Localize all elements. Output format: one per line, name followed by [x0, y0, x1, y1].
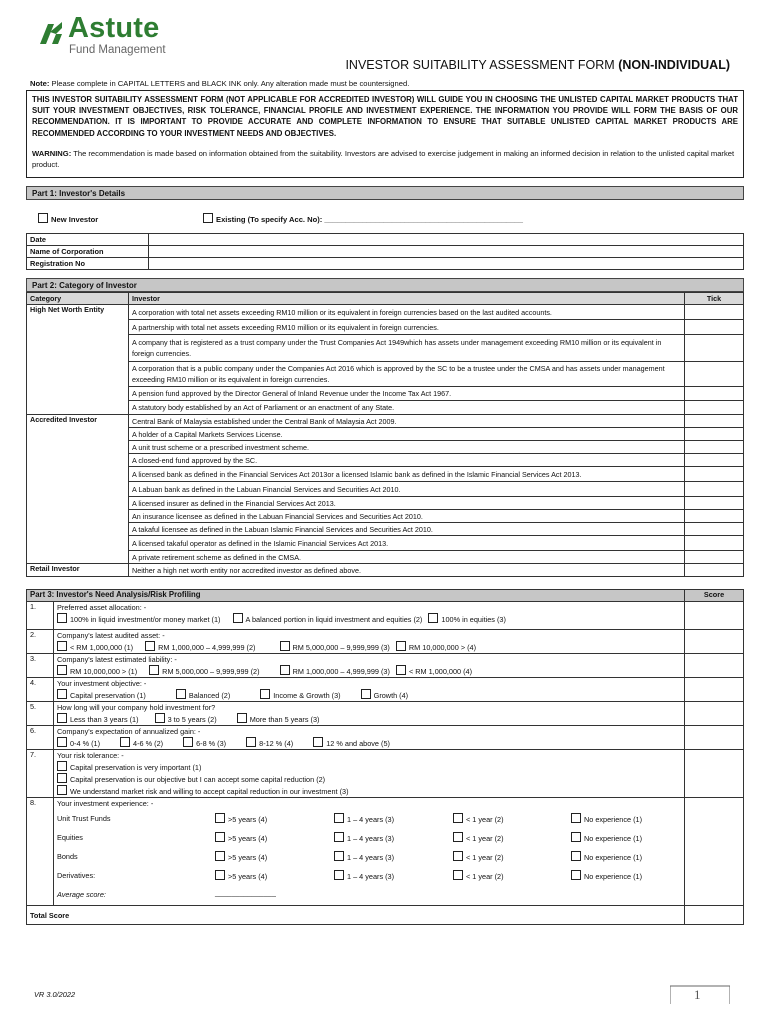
tick-cell[interactable]: [685, 387, 744, 401]
experience-option[interactable]: [215, 851, 267, 863]
question-number: 4.: [27, 678, 54, 702]
option[interactable]: [57, 665, 137, 677]
option[interactable]: [428, 613, 506, 625]
checkbox[interactable]: [334, 832, 344, 842]
checkbox[interactable]: [453, 851, 463, 861]
investor-item: A licensed bank as defined in the Financial Services Act 2013or a licensed Islamic bank as defined in the Islamic Financial Services Act 2013.: [129, 467, 685, 482]
question-text: How long will your company hold investment for?: [57, 703, 216, 712]
experience-option[interactable]: [334, 870, 394, 882]
checkbox[interactable]: [571, 870, 581, 880]
table-row: [27, 335, 744, 362]
option-label: 8-12 % (4): [259, 739, 294, 748]
option-label: No experience (1): [584, 815, 642, 824]
option-label: < 1 year (2): [466, 853, 504, 862]
tick-cell[interactable]: [685, 523, 744, 536]
checkbox[interactable]: [57, 665, 67, 675]
option-label: Capital preservation is our objective but I can accept some capital reduction (2): [70, 775, 326, 784]
tick-cell[interactable]: [685, 497, 744, 510]
option[interactable]: [280, 641, 390, 653]
new-investor-option[interactable]: [38, 213, 98, 224]
title-main: INVESTOR SUITABILITY ASSESSMENT FORM: [345, 58, 615, 72]
option[interactable]: [57, 785, 681, 797]
table-row: [27, 305, 744, 320]
checkbox[interactable]: [334, 851, 344, 861]
col-investor: Investor: [129, 293, 685, 305]
option[interactable]: [260, 689, 340, 701]
investor-item: A licensed insurer as defined in the Financial Services Act 2013.: [129, 497, 685, 510]
tick-cell[interactable]: [685, 305, 744, 320]
version-label: VR 3.0/2022: [34, 990, 76, 999]
checkbox[interactable]: [120, 737, 130, 747]
tick-cell[interactable]: [685, 510, 744, 523]
total-score-label: Total Score: [27, 906, 685, 925]
table-row: [27, 536, 744, 551]
investor-item: A partnership with total net assets exceeding RM10 million or its equivalent in foreign currencies.: [129, 320, 685, 335]
tick-cell[interactable]: [685, 467, 744, 482]
option-label: Capital preservation (1): [70, 691, 146, 700]
option-label: >5 years (4): [228, 853, 268, 862]
question-4: [54, 678, 685, 702]
score-header: Score: [685, 590, 744, 602]
option-label: 1 – 4 years (3): [347, 853, 395, 862]
option[interactable]: [57, 773, 681, 785]
average-score-label: Average score:: [57, 890, 106, 899]
question-text: Your investment experience: -: [57, 799, 154, 808]
experience-option[interactable]: [571, 832, 642, 844]
option-label: >5 years (4): [228, 815, 268, 824]
investor-item: A licensed takaful operator as defined in the Islamic Financial Services Act 2013.: [129, 536, 685, 551]
table-row: [27, 510, 744, 523]
experience-row-label: Bonds: [57, 852, 78, 861]
question-text: Company's latest estimated liability: -: [57, 655, 177, 664]
category-accredited: Accredited Investor: [27, 415, 129, 564]
option-label: 1 – 4 years (3): [347, 815, 395, 824]
checkbox[interactable]: [233, 613, 243, 623]
table-row: [27, 467, 744, 482]
experience-option[interactable]: [215, 813, 267, 825]
option-label: < 1 year (2): [466, 872, 504, 881]
table-row: [27, 441, 744, 454]
checkbox[interactable]: [280, 641, 290, 651]
option-label: We understand market risk and willing to accept capital reduction in our investment (3): [70, 787, 349, 796]
checkbox[interactable]: [313, 737, 323, 747]
tick-cell[interactable]: [685, 441, 744, 454]
option-label: More than 5 years (3): [249, 715, 320, 724]
option[interactable]: [57, 641, 133, 653]
table-row: [27, 246, 744, 258]
option-label: RM 5,000,000 – 9,999,999 (3): [292, 643, 390, 652]
table-row: [27, 497, 744, 510]
warning: [32, 148, 738, 170]
existing-investor-label: Existing (To specify Acc. No): _______________________________________________: [216, 215, 523, 224]
table-row: [27, 401, 744, 415]
intro-text: THIS INVESTOR SUITABILITY ASSESSMENT FORM (NOT APPLICABLE FOR ACCREDITED INVESTOR) WILL GUIDE YOU IN CHOOSING THE UNLISTED CAPITAL MARKET PRODUCTS THAT SUIT YOUR INVESTMENT OBJECTIVES, RISK TOLERANCE, FINANCIAL PROFILE AND INVESTMENT EXPERIENCE. THE INFORMATION YOU PROVIDE WILL FORM THE BASIS OF OUR RECOMMENDATION. IT IS IMPORTANT TO PROVIDE ACCURATE AND COMPLETE INFORMATION TO ENSURE THAT SUITABLE UNLISTED CAPITAL MARKET PRODUCTS ARE RECOMMENDED ACCORDING TO YOUR INVESTMENT NEEDS AND OBJECTIVES.: [32, 95, 738, 138]
experience-option[interactable]: [571, 813, 642, 825]
checkbox[interactable]: [246, 737, 256, 747]
col-tick: Tick: [685, 293, 744, 305]
score-cell[interactable]: [685, 602, 744, 630]
option[interactable]: [155, 713, 217, 725]
investor-item: A holder of a Capital Markets Services License.: [129, 428, 685, 441]
table-row: [27, 454, 744, 467]
investor-item: A statutory body established by an Act of Parliament or an enactment of any State.: [129, 401, 685, 415]
checkbox[interactable]: [149, 665, 159, 675]
option[interactable]: [183, 737, 226, 749]
question-8: [54, 798, 685, 906]
option-label: No experience (1): [584, 853, 642, 862]
investor-item: A corporation with total net assets exceeding RM10 million or its equivalent in foreign currencies based on the last audited accounts.: [129, 305, 685, 320]
experience-option[interactable]: [334, 813, 394, 825]
option-label: A balanced portion in liquid investment and equities (2): [245, 615, 423, 624]
question-1: [54, 602, 685, 630]
question-number: 3.: [27, 654, 54, 678]
category-hnw: High Net Worth Entity: [27, 305, 129, 415]
score-cell[interactable]: [685, 654, 744, 678]
question-text: Company's expectation of annualized gain: -: [57, 727, 201, 736]
option[interactable]: [57, 613, 220, 625]
row-label-corporation: Name of Corporation: [27, 246, 149, 258]
checkbox[interactable]: [260, 689, 270, 699]
experience-option[interactable]: [334, 851, 394, 863]
option[interactable]: [233, 613, 423, 625]
question-2: [54, 630, 685, 654]
investor-details-table: [26, 233, 744, 270]
tick-cell[interactable]: [685, 362, 744, 387]
question-text: Your risk tolerance: -: [57, 751, 124, 760]
experience-option[interactable]: [453, 813, 504, 825]
option[interactable]: [149, 665, 259, 677]
checkbox[interactable]: [396, 641, 406, 651]
date-field[interactable]: [149, 234, 744, 246]
question-6: [54, 726, 685, 750]
option-label: 6-8 % (3): [196, 739, 227, 748]
experience-grid: [57, 809, 681, 905]
experience-option[interactable]: [334, 832, 394, 844]
question-number: 5.: [27, 702, 54, 726]
option[interactable]: [237, 713, 320, 725]
checkbox[interactable]: [57, 641, 67, 651]
warning-label: WARNING:: [32, 148, 72, 158]
score-cell[interactable]: [685, 798, 744, 906]
question-number: 8.: [27, 798, 54, 906]
question-text: Your investment objective: -: [57, 679, 147, 688]
note: [30, 79, 409, 88]
total-score-cell[interactable]: [685, 906, 744, 925]
part3-header: [27, 590, 744, 602]
option-label: < 1 year (2): [466, 834, 504, 843]
score-cell[interactable]: [685, 630, 744, 654]
tick-cell[interactable]: [685, 335, 744, 362]
question-number: 2.: [27, 630, 54, 654]
corporation-name-field[interactable]: [149, 246, 744, 258]
checkbox[interactable]: [215, 870, 225, 880]
checkbox[interactable]: [57, 689, 67, 699]
investor-item: A company that is registered as a trust company under the Trust Companies Act 1949which has assets under management exceeding RM10 million or its equivalent in foreign currencies.: [129, 335, 685, 362]
tick-cell[interactable]: [685, 415, 744, 428]
tick-cell[interactable]: [685, 454, 744, 467]
option-label: >5 years (4): [228, 834, 268, 843]
existing-investor-checkbox[interactable]: [203, 213, 213, 223]
checkbox[interactable]: [57, 773, 67, 783]
checkbox[interactable]: [334, 813, 344, 823]
checkbox[interactable]: [428, 613, 438, 623]
investor-item: A Labuan bank as defined in the Labuan Financial Services and Securities Act 2010.: [129, 482, 685, 497]
option-label: RM 10,000,000 > (1): [70, 667, 138, 676]
question-5: [54, 702, 685, 726]
row-label-registration: Registration No: [27, 258, 149, 270]
part2-header: Part 2: Category of Investor: [26, 278, 744, 292]
new-investor-label: New Investor: [51, 215, 99, 224]
option[interactable]: [280, 665, 390, 677]
option-label: 1 – 4 years (3): [347, 834, 395, 843]
table-row: [27, 564, 744, 577]
checkbox[interactable]: [57, 761, 67, 771]
option-label: 100% in liquid investment/or money market (1): [70, 615, 221, 624]
checkbox[interactable]: [571, 813, 581, 823]
option-label: RM 5,000,000 – 9,999,999 (2): [162, 667, 260, 676]
investor-item: Central Bank of Malaysia established under the Central Bank of Malaysia Act 2009.: [129, 415, 685, 428]
option-label: < RM 1,000,000 (4): [408, 667, 473, 676]
checkbox[interactable]: [361, 689, 371, 699]
category-retail: Retail Investor: [27, 564, 129, 577]
experience-option[interactable]: [215, 870, 267, 882]
checkbox[interactable]: [155, 713, 165, 723]
option-label: Capital preservation is very important (1): [70, 763, 202, 772]
experience-row-label: Derivatives:: [57, 871, 96, 880]
option-label: >5 years (4): [228, 872, 268, 881]
checkbox[interactable]: [176, 689, 186, 699]
question-number: 1.: [27, 602, 54, 630]
new-investor-checkbox[interactable]: [38, 213, 48, 223]
part3-title: Part 3: Investor's Need Analysis/Risk Profiling: [27, 590, 685, 602]
question-text: Company's latest audited asset: -: [57, 631, 165, 640]
tick-cell[interactable]: [685, 536, 744, 551]
experience-row-label: Unit Trust Funds: [57, 814, 111, 823]
page-number: 1: [694, 987, 701, 1002]
option-label: 3 to 5 years (2): [167, 715, 217, 724]
score-cell[interactable]: [685, 702, 744, 726]
table-row: [27, 387, 744, 401]
option[interactable]: [361, 689, 408, 701]
option-label: 1 – 4 years (3): [347, 872, 395, 881]
score-cell[interactable]: [685, 726, 744, 750]
checkbox[interactable]: [215, 832, 225, 842]
table-row: [27, 415, 744, 428]
registration-no-field[interactable]: [149, 258, 744, 270]
option[interactable]: [145, 641, 255, 653]
table-row: [27, 258, 744, 270]
experience-option[interactable]: [453, 870, 504, 882]
checkbox[interactable]: [215, 851, 225, 861]
page-title: [345, 58, 730, 72]
checkbox[interactable]: [183, 737, 193, 747]
checkbox[interactable]: [453, 813, 463, 823]
intro-box: [26, 90, 744, 178]
checkbox[interactable]: [145, 641, 155, 651]
option[interactable]: [313, 737, 390, 749]
investor-item: A unit trust scheme or a prescribed investment scheme.: [129, 441, 685, 454]
note-text: Please complete in CAPITAL LETTERS and BLACK INK only. Any alteration made must be countersigned.: [49, 79, 410, 88]
table-row: [27, 602, 744, 630]
table-row: [27, 523, 744, 536]
option-label: No experience (1): [584, 834, 642, 843]
option-label: RM 1,000,000 – 4,999,999 (2): [158, 643, 256, 652]
existing-investor-option[interactable]: [203, 213, 523, 224]
option[interactable]: [57, 737, 100, 749]
checkbox[interactable]: [280, 665, 290, 675]
option[interactable]: [57, 761, 681, 773]
option-label: Growth (4): [373, 691, 409, 700]
tick-cell[interactable]: [685, 401, 744, 415]
tick-cell[interactable]: [685, 428, 744, 441]
checkbox[interactable]: [57, 785, 67, 795]
checkbox[interactable]: [453, 832, 463, 842]
checkbox[interactable]: [571, 832, 581, 842]
option-label: Less than 3 years (1): [70, 715, 139, 724]
option-label: 12 % and above (5): [326, 739, 390, 748]
warning-text: The recommendation is made based on information obtained from the suitability. Investors are advised to exercise judgement in making an informed decision in relation to the unlisted capital market product.: [32, 148, 735, 170]
option-label: 100% in equities (3): [441, 615, 506, 624]
checkbox[interactable]: [453, 870, 463, 880]
experience-option[interactable]: [215, 832, 267, 844]
investor-item: A corporation that is a public company under the Companies Act 2016 which is approved by the SC to be a trustee under the CMSA and has assets under management exceeding RM10 million or its equivalent in foreign currencies.: [129, 362, 685, 387]
part1-header: Part 1: Investor's Details: [26, 186, 744, 200]
investor-item: An insurance licensee as defined in the Labuan Financial Services and Securities Act 2010.: [129, 510, 685, 523]
table-header-row: [27, 293, 744, 305]
tick-cell[interactable]: [685, 482, 744, 497]
astute-logo-icon: [38, 20, 64, 44]
question-number: 7.: [27, 750, 54, 798]
option[interactable]: [396, 641, 476, 653]
question-3: [54, 654, 685, 678]
option-label: RM 1,000,000 – 4,999,999 (3): [292, 667, 390, 676]
question-7: [54, 750, 685, 798]
experience-option[interactable]: [453, 832, 504, 844]
experience-option[interactable]: [571, 851, 642, 863]
note-label: Note:: [30, 79, 50, 88]
table-row: [27, 428, 744, 441]
option[interactable]: [120, 737, 163, 749]
checkbox[interactable]: [334, 870, 344, 880]
table-row: [27, 654, 744, 678]
option-label: 0-4 % (1): [70, 739, 101, 748]
table-row: [27, 362, 744, 387]
logo-subtitle: Fund Management: [69, 44, 166, 56]
table-row: [27, 630, 744, 654]
option[interactable]: [246, 737, 293, 749]
option[interactable]: [176, 689, 230, 701]
question-number: 6.: [27, 726, 54, 750]
option[interactable]: [396, 665, 472, 677]
option[interactable]: [57, 713, 139, 725]
risk-profiling-table: [26, 589, 744, 925]
checkbox[interactable]: [237, 713, 247, 723]
checkbox[interactable]: [396, 665, 406, 675]
experience-option[interactable]: [571, 870, 642, 882]
investor-item: Neither a high net worth entity nor accredited investor as defined above.: [129, 564, 685, 577]
table-row: [27, 551, 744, 564]
table-row: [27, 726, 744, 750]
investor-category-table: [26, 292, 744, 577]
average-score-field[interactable]: _______________: [215, 888, 276, 897]
option-label: < RM 1,000,000 (1): [70, 643, 134, 652]
checkbox[interactable]: [57, 737, 67, 747]
table-row: [27, 750, 744, 798]
investor-item: A private retirement scheme as defined in the CMSA.: [129, 551, 685, 564]
experience-option[interactable]: [453, 851, 504, 863]
table-row: [27, 234, 744, 246]
option[interactable]: [57, 689, 146, 701]
checkbox[interactable]: [57, 613, 67, 623]
investor-item: A takaful licensee as defined in the Labuan Islamic Financial Services and Securities Act 2010.: [129, 523, 685, 536]
score-cell[interactable]: [685, 678, 744, 702]
table-row: [27, 906, 744, 925]
checkbox[interactable]: [571, 851, 581, 861]
option-label: Balanced (2): [188, 691, 231, 700]
logo-name: Astute: [68, 12, 160, 44]
option-label: RM 10,000,000 > (4): [408, 643, 477, 652]
table-row: [27, 678, 744, 702]
title-suffix: (NON-INDIVIDUAL): [618, 58, 730, 72]
option-label: Income & Growth (3): [273, 691, 341, 700]
table-row: [27, 482, 744, 497]
experience-row-label: Equities: [57, 833, 83, 842]
table-row: [27, 798, 744, 906]
tick-cell[interactable]: [685, 564, 744, 577]
tick-cell[interactable]: [685, 320, 744, 335]
question-text: Preferred asset allocation: -: [57, 603, 147, 612]
table-row: [27, 702, 744, 726]
option-label: < 1 year (2): [466, 815, 504, 824]
table-row: [27, 320, 744, 335]
col-category: Category: [27, 293, 129, 305]
score-cell[interactable]: [685, 750, 744, 798]
checkbox[interactable]: [215, 813, 225, 823]
row-label-date: Date: [27, 234, 149, 246]
option-label: 4-6 % (2): [133, 739, 164, 748]
investor-item: A pension fund approved by the Director General of Inland Revenue under the Income Tax Act 1967.: [129, 387, 685, 401]
option-label: No experience (1): [584, 872, 642, 881]
investor-item: A closed-end fund approved by the SC.: [129, 454, 685, 467]
checkbox[interactable]: [57, 713, 67, 723]
tick-cell[interactable]: [685, 551, 744, 564]
